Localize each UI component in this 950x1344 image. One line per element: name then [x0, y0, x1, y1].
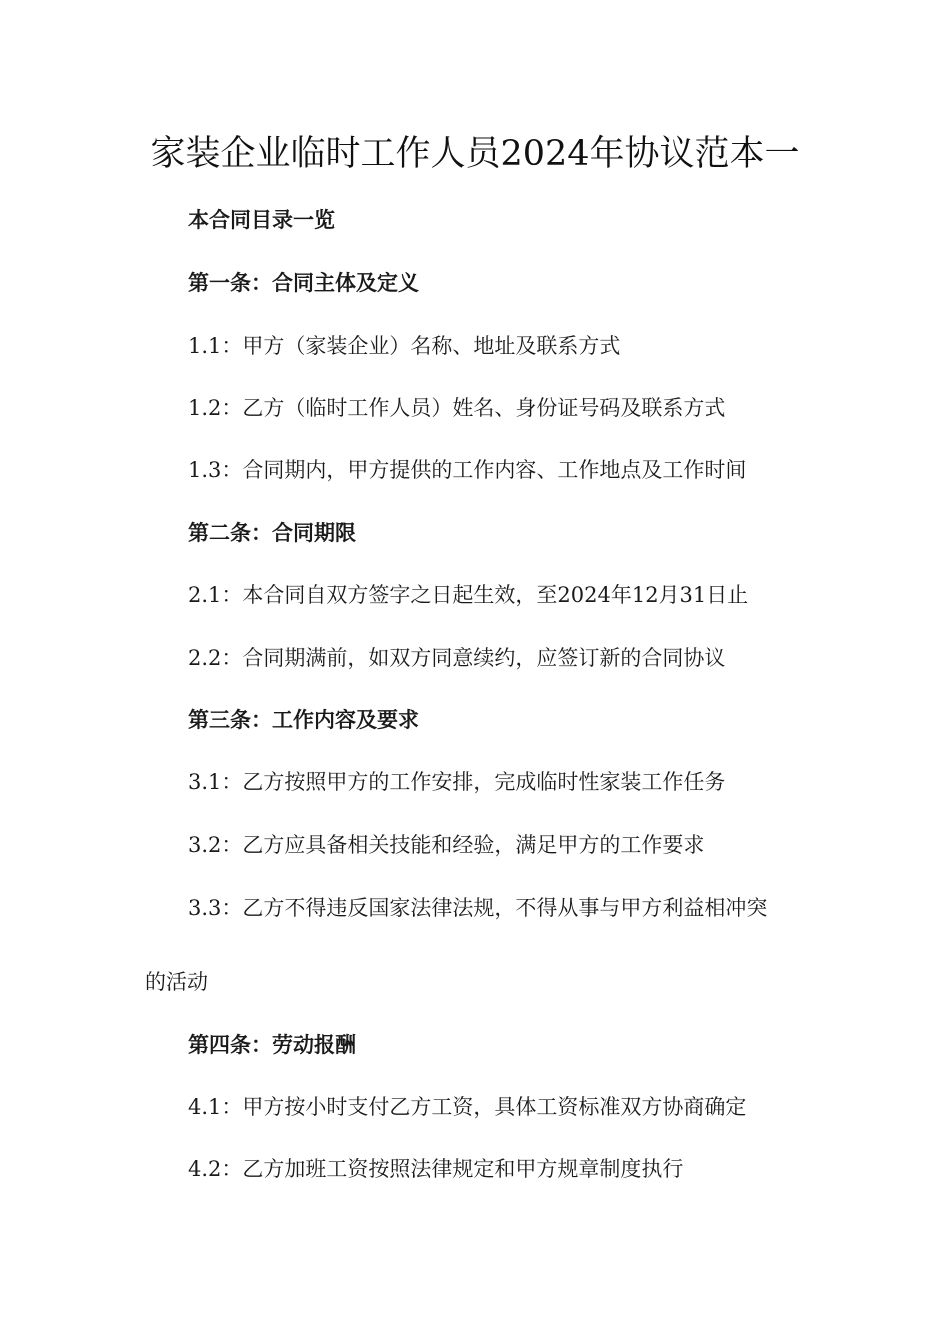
article-4-heading: 第四条：劳动报酬: [188, 1033, 356, 1057]
clause-1-2: 1.2：乙方（临时工作人员）姓名、身份证号码及联系方式: [188, 396, 726, 420]
clause-1-3: 1.3：合同期内，甲方提供的工作内容、工作地点及工作时间: [188, 458, 747, 482]
toc-heading: 本合同目录一览: [188, 208, 335, 232]
clause-3-2: 3.2：乙方应具备相关技能和经验，满足甲方的工作要求: [188, 833, 705, 857]
clause-3-3: 3.3：乙方不得违反国家法律法规，不得从事与甲方利益相冲突: [188, 896, 768, 920]
article-1-heading: 第一条：合同主体及定义: [188, 271, 419, 295]
clause-2-1: 2.1：本合同自双方签字之日起生效，至2024年12月31日止: [188, 583, 749, 607]
clause-1-1: 1.1：甲方（家装企业）名称、地址及联系方式: [188, 334, 621, 358]
clause-4-1: 4.1：甲方按小时支付乙方工资，具体工资标准双方协商确定: [188, 1095, 747, 1119]
article-3-heading: 第三条：工作内容及要求: [188, 708, 419, 732]
clause-4-2: 4.2：乙方加班工资按照法律规定和甲方规章制度执行: [188, 1157, 684, 1181]
clause-3-3-continuation: 的活动: [145, 970, 208, 994]
document-title: 家装企业临时工作人员2024年协议范本一: [150, 134, 800, 174]
clause-3-1: 3.1：乙方按照甲方的工作安排，完成临时性家装工作任务: [188, 770, 726, 794]
article-2-heading: 第二条：合同期限: [188, 521, 356, 545]
clause-2-2: 2.2：合同期满前，如双方同意续约，应签订新的合同协议: [188, 646, 726, 670]
